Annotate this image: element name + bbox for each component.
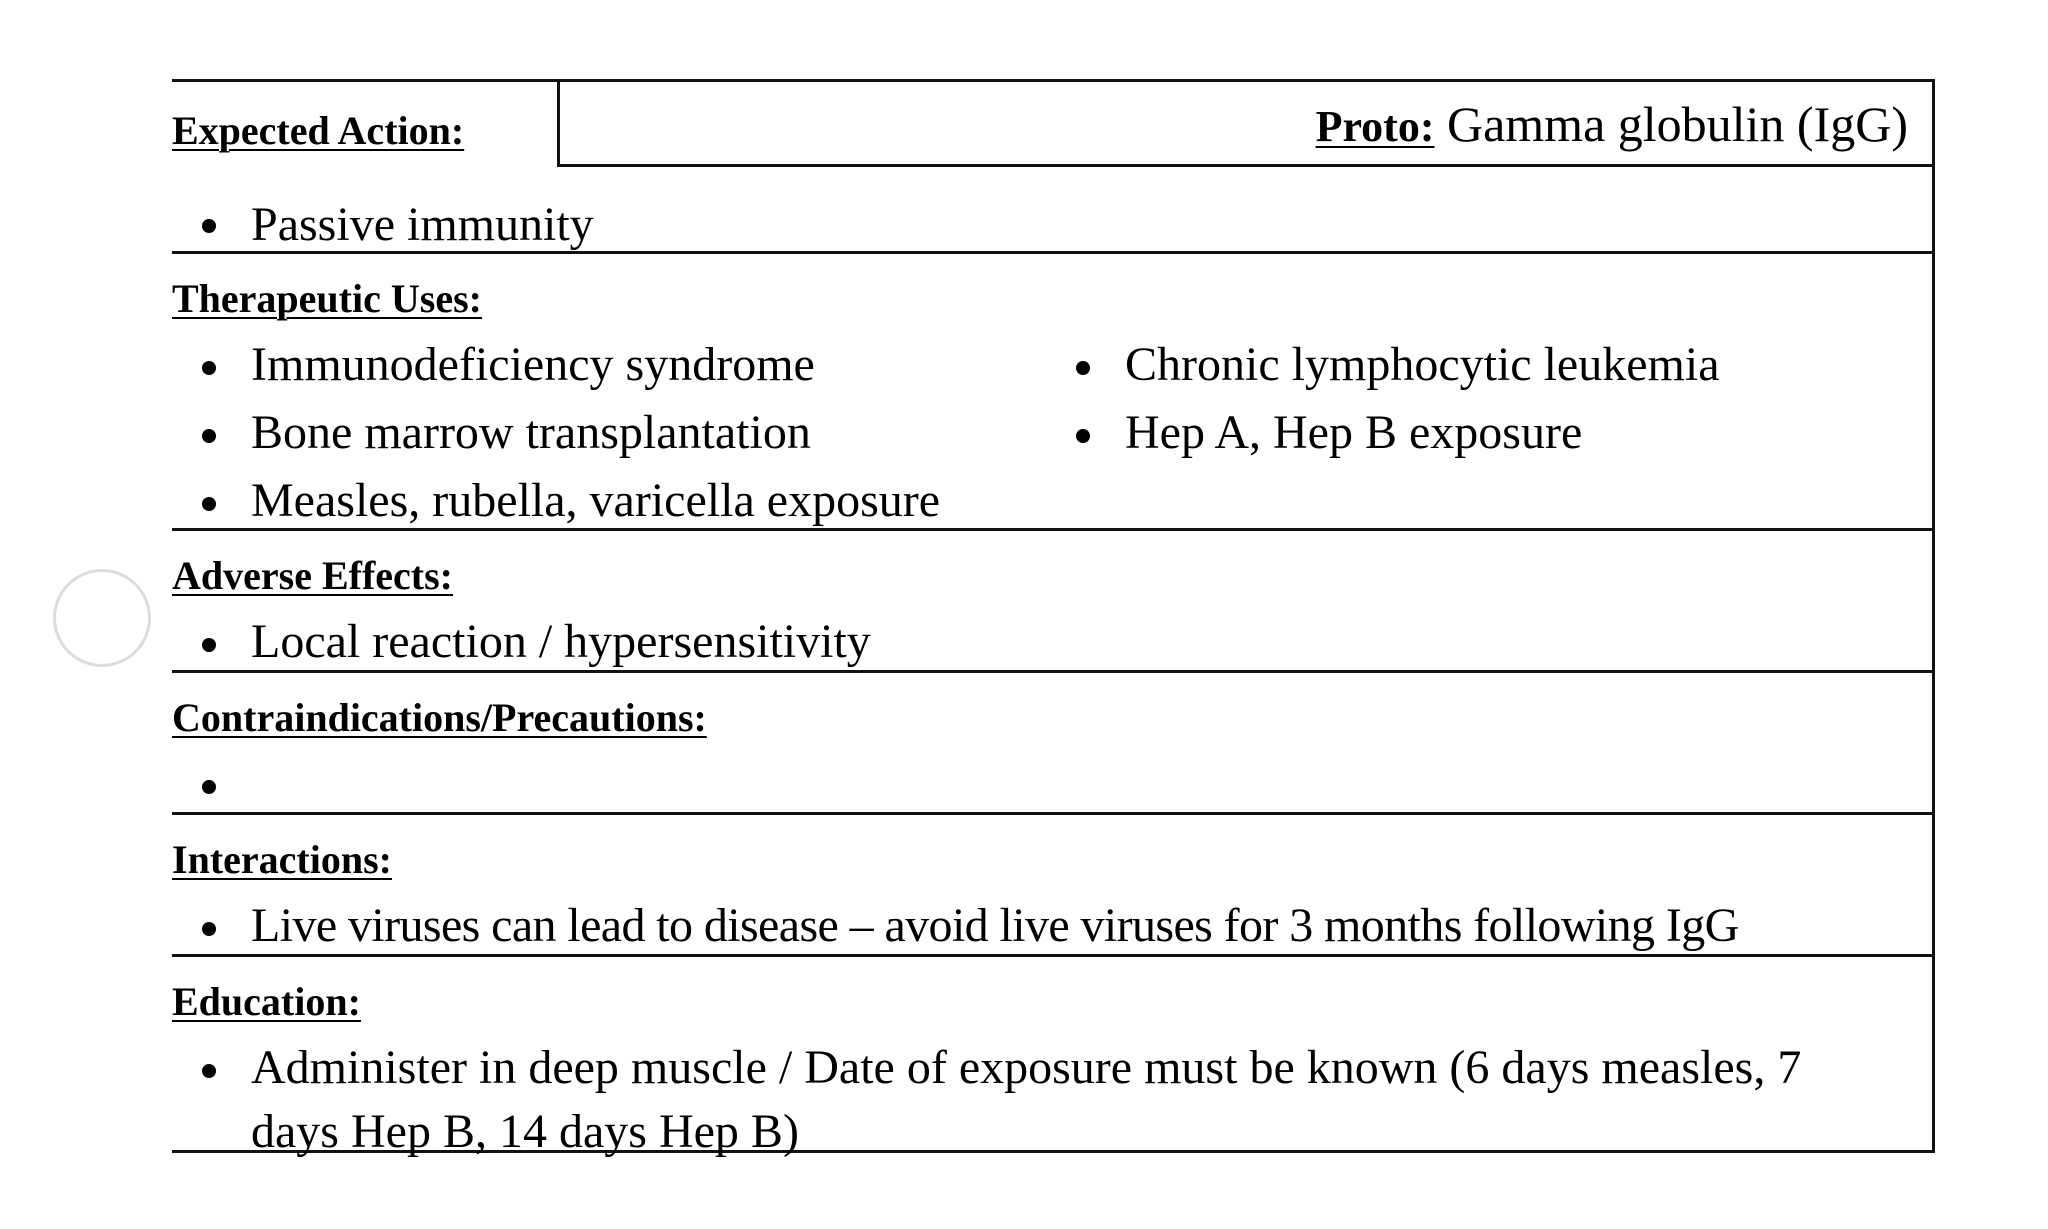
- education-item: Administer in deep muscle / Date of exposure must be known (6 days measles, 7 days Hep B, 14 days Hep B): [251, 1041, 1802, 1158]
- expected-action-heading: Expected Action:: [172, 108, 465, 153]
- right-border-line: [1932, 79, 1935, 1153]
- interactions-heading: Interactions:: [172, 837, 392, 882]
- bullet-icon: [202, 361, 216, 375]
- bullet-icon: [202, 497, 216, 511]
- interaction-item: Live viruses can lead to disease – avoid live viruses for 3 months following IgG: [251, 899, 1739, 952]
- header-bottom-line: [557, 164, 1935, 167]
- education-heading: Education:: [172, 979, 361, 1024]
- therapeutic-use-item: Chronic lymphocytic leukemia: [1125, 338, 1720, 391]
- therapeutic-use-item: Bone marrow transplantation: [251, 406, 811, 459]
- header-divider-vertical: [557, 79, 560, 166]
- bullet-icon: [202, 429, 216, 443]
- therapeutic-use-item: Immunodeficiency syndrome: [251, 338, 815, 391]
- therapeutic-use-item: Hep A, Hep B exposure: [1125, 406, 1583, 459]
- expected-action-item: Passive immunity: [251, 198, 594, 251]
- proto-value: Gamma globulin (IgG): [1446, 96, 1908, 152]
- circle-button[interactable]: [53, 569, 151, 667]
- contraindications-heading: Contraindications/Precautions:: [172, 695, 707, 740]
- bullet-icon: [202, 219, 216, 233]
- therapeutic-uses-heading: Therapeutic Uses:: [172, 276, 482, 321]
- bullet-icon: [202, 638, 216, 652]
- proto-label: Proto:: [1315, 102, 1435, 151]
- drug-card: [172, 79, 1932, 1158]
- proto-line: [1315, 96, 1908, 152]
- adverse-effects-heading: Adverse Effects:: [172, 553, 453, 598]
- therapeutic-use-item: Measles, rubella, varicella exposure: [251, 474, 941, 527]
- adverse-effect-item: Local reaction / hypersensitivity: [251, 615, 871, 668]
- bullet-icon: [1076, 361, 1090, 375]
- bullet-icon: [202, 1064, 216, 1078]
- top-border-line: [172, 79, 1935, 82]
- bullet-icon: [1076, 429, 1090, 443]
- bullet-icon: [202, 780, 216, 794]
- bullet-icon: [202, 922, 216, 936]
- section-divider-4: [172, 812, 1935, 815]
